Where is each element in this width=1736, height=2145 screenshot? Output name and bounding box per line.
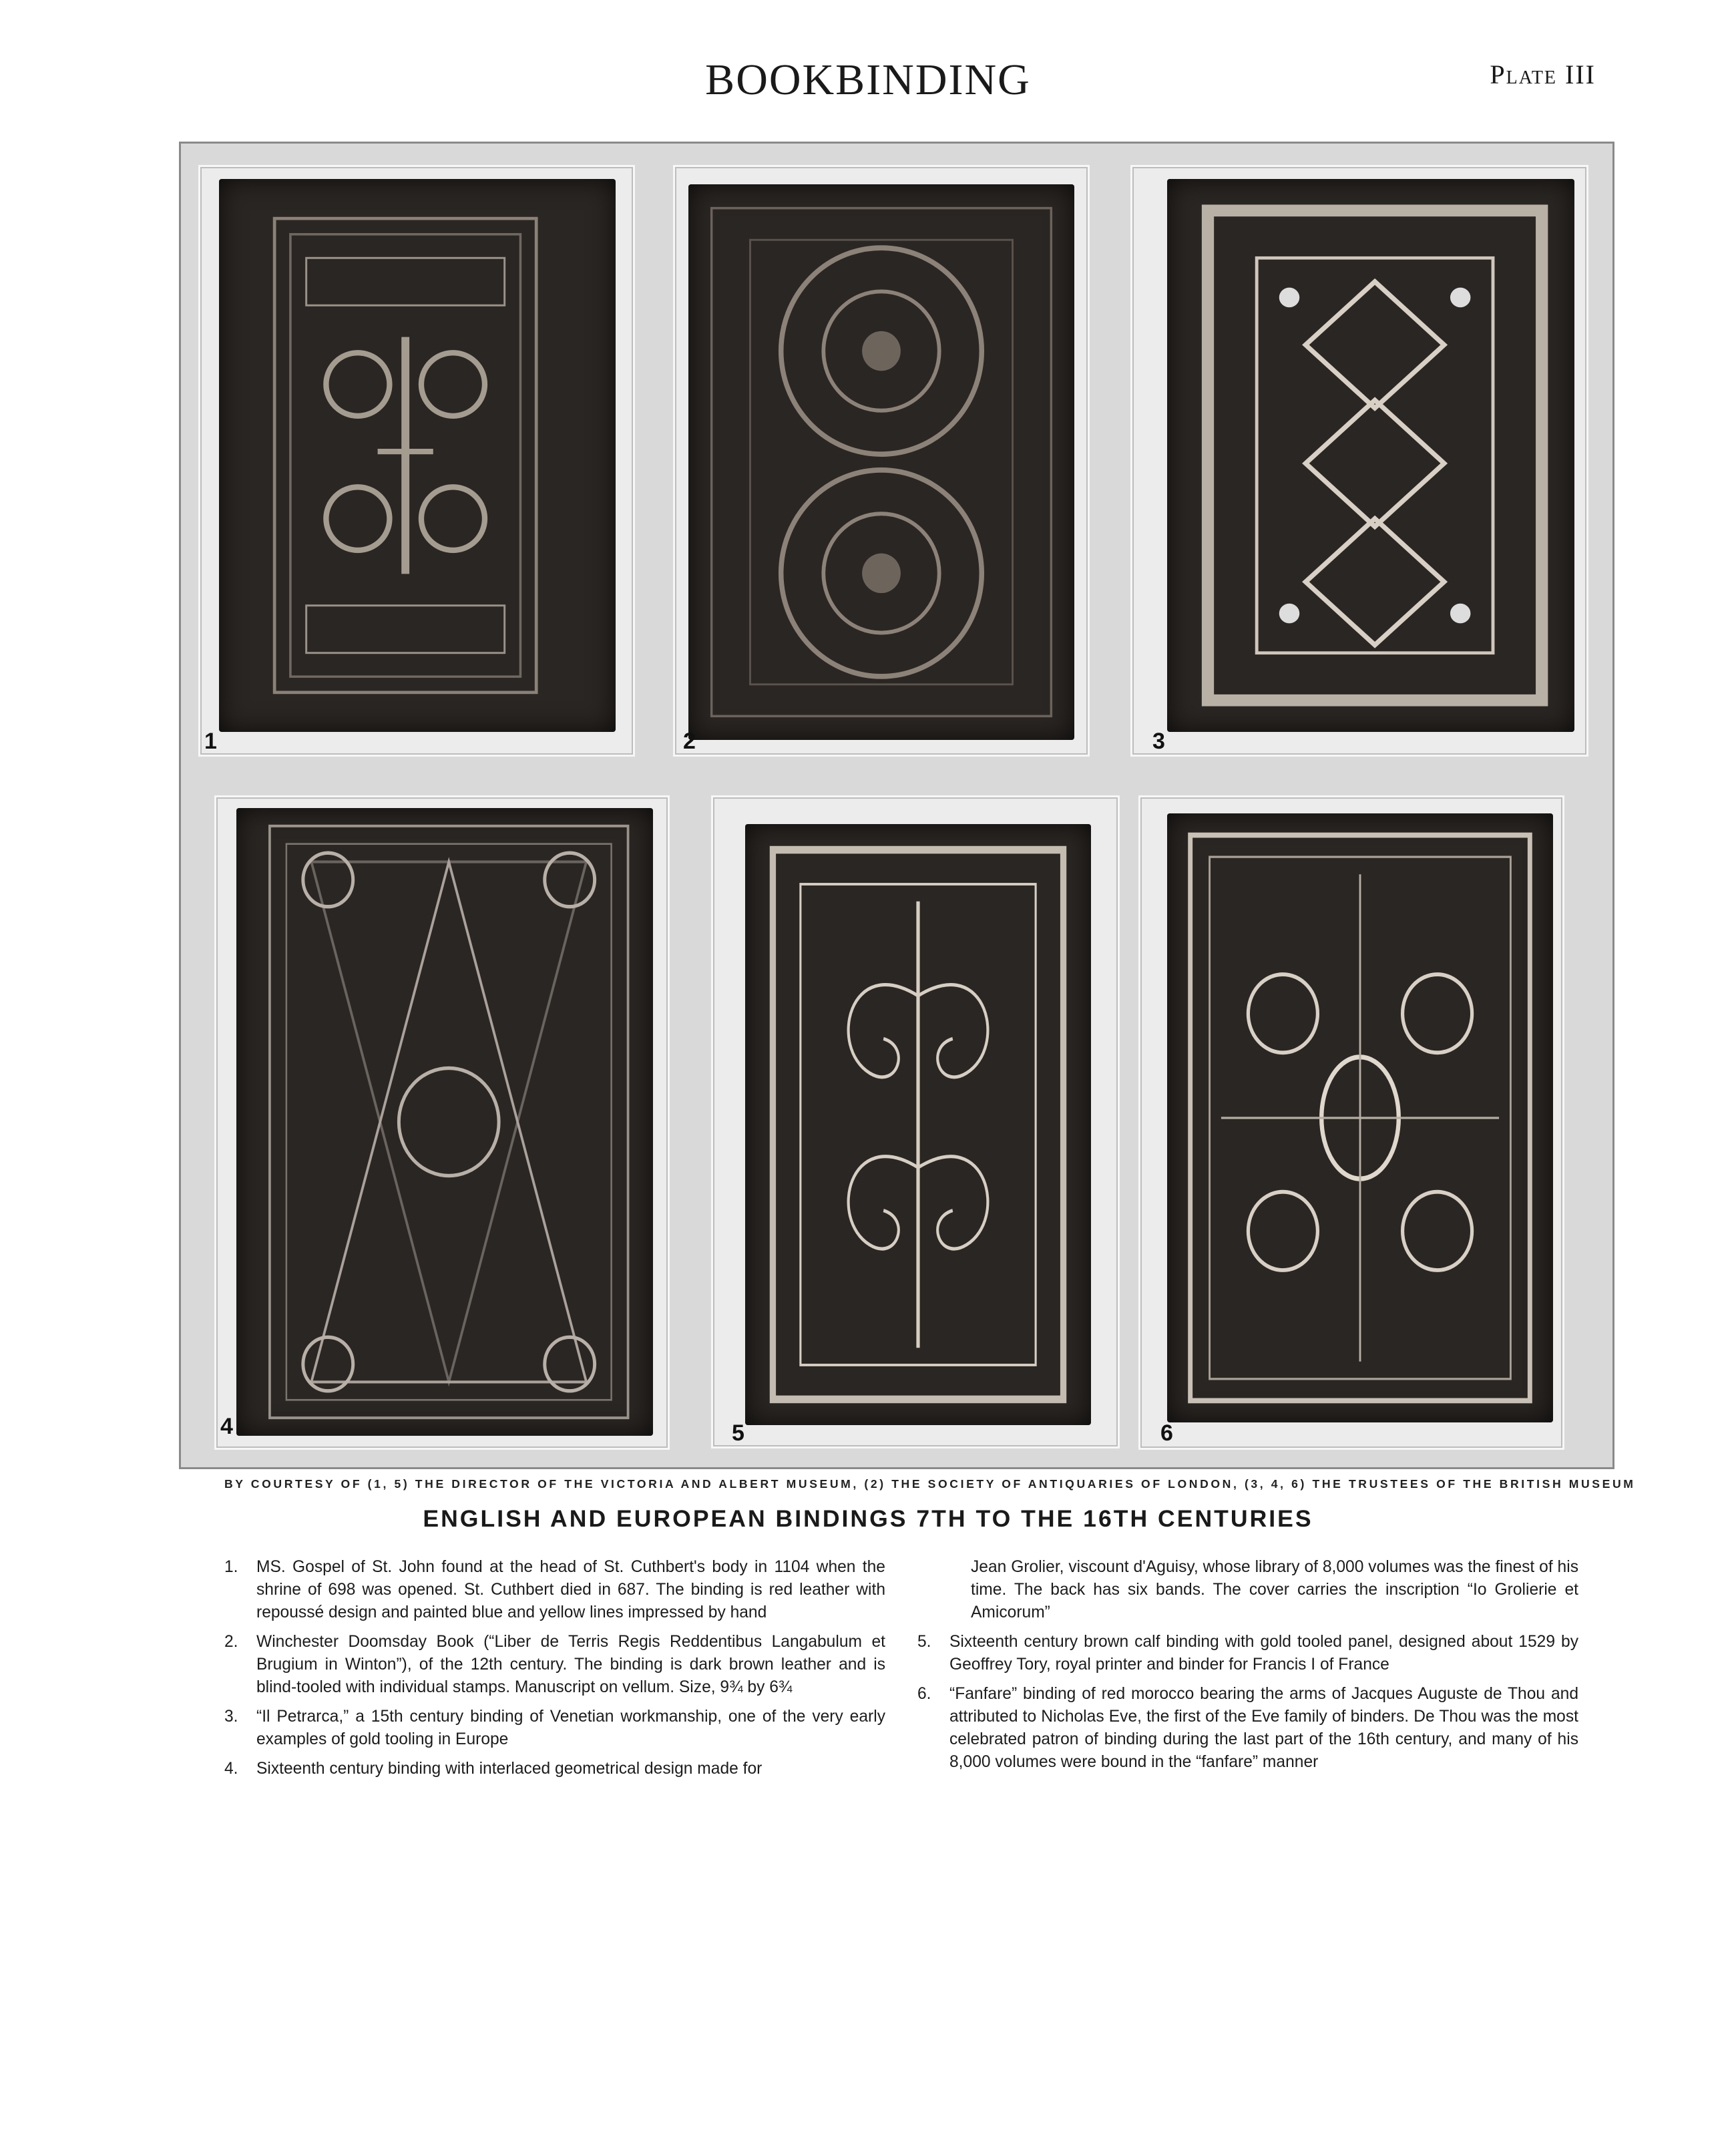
- plate-number-2: 2: [683, 729, 696, 754]
- caption-item-6: [917, 1683, 1578, 1774]
- caption-text: Sixteenth century brown calf binding with gold tooled panel, designed about 1529 by Geoffrey Tory, royal printer and binder for Francis I of France: [949, 1633, 1578, 1674]
- caption-number: 1.: [224, 1558, 238, 1576]
- fanfare-pattern-illustration: [1167, 813, 1553, 1422]
- binding-cover-3: [1167, 179, 1574, 732]
- caption-item-5: [917, 1631, 1578, 1676]
- plate-number-4: 4: [220, 1414, 233, 1439]
- celtic-knot-illustration: [219, 179, 616, 732]
- caption-number: 4.: [224, 1760, 238, 1778]
- caption-item-1: [224, 1556, 885, 1624]
- caption-item-4-continued: [917, 1556, 1578, 1624]
- binding-photo-4: [214, 795, 670, 1450]
- binding-cover-5: [745, 824, 1091, 1425]
- binding-photo-2: [673, 165, 1090, 757]
- caption-column-right: [917, 1556, 1578, 1780]
- caption-text: Jean Grolier, viscount d'Aguisy, whose library of 8,000 volumes was the finest of his time. The back has six bands. The cover carries the inscription “Io Grolierie et Amicorum”: [971, 1558, 1578, 1621]
- plate-label: Plate III: [1490, 59, 1596, 89]
- binding-cover-4: [236, 808, 653, 1436]
- page-title: BOOKBINDING: [705, 55, 1031, 104]
- caption-item-2: [224, 1631, 885, 1699]
- diamond-interlace-illustration: [1167, 179, 1574, 732]
- plate-number-3: 3: [1152, 729, 1165, 754]
- binding-photo-5: [711, 795, 1120, 1448]
- caption-text: Winchester Doomsday Book (“Liber de Terris Regis Reddentibus Langabulum et Brugium in Winton”), of the 12th century. The binding is dark brown leather and is blind-tooled with individual stamps. Manuscript on vellum. Size, 9¾ by 6¾: [256, 1633, 885, 1696]
- photo-plate: [179, 142, 1614, 1469]
- caption-text: Sixteenth century binding with interlaced geometrical design made for: [256, 1760, 763, 1778]
- caption-title: ENGLISH AND EUROPEAN BINDINGS 7TH TO THE 16TH CENTURIES: [423, 1505, 1313, 1532]
- floral-scroll-illustration: [745, 824, 1091, 1425]
- binding-cover-2: [688, 184, 1074, 740]
- binding-cover-6: [1167, 813, 1553, 1422]
- plate-number-5: 5: [732, 1420, 744, 1446]
- caption-column-left: [224, 1556, 885, 1787]
- plate-number-6: 6: [1160, 1420, 1173, 1446]
- rosette-pattern-illustration: [688, 184, 1074, 740]
- caption-number: 2.: [224, 1633, 238, 1651]
- caption-item-3: [224, 1706, 885, 1751]
- binding-photo-1: [198, 165, 635, 757]
- caption-text: “Il Petrarca,” a 15th century binding of Venetian workmanship, one of the very early examples of gold tooling in Europe: [256, 1708, 885, 1748]
- caption-number: 3.: [224, 1708, 238, 1726]
- binding-photo-6: [1138, 795, 1564, 1450]
- binding-cover-1: [219, 179, 616, 732]
- caption-item-4: [224, 1758, 885, 1780]
- photo-credit: BY COURTESY OF (1, 5) THE DIRECTOR OF THE VICTORIA AND ALBERT MUSEUM, (2) THE SOCIETY OF ANTIQUARIES OF LONDON, (3, 4, 6) THE TRUSTEES OF THE BRITISH MUSEUM: [224, 1477, 1636, 1491]
- caption-number: 6.: [917, 1685, 931, 1703]
- caption-text: MS. Gospel of St. John found at the head of St. Cuthbert's body in 1104 when the shrine of 698 was opened. St. Cuthbert died in 687. The binding is red leather with repoussé design and painted blue and yellow lines impressed by hand: [256, 1558, 885, 1621]
- binding-photo-3: [1130, 165, 1588, 757]
- caption-text: “Fanfare” binding of red morocco bearing the arms of Jacques Auguste de Thou and attributed to Nicholas Eve, the first of the Eve family of binders. De Thou was the most celebrated patron of binding during the last part of the 16th century, and many of his 8,000 volumes were bound in the “fanfare” manner: [949, 1685, 1578, 1771]
- plate-number-1: 1: [204, 729, 217, 754]
- star-lattice-illustration: [236, 808, 653, 1436]
- caption-number: 5.: [917, 1633, 931, 1651]
